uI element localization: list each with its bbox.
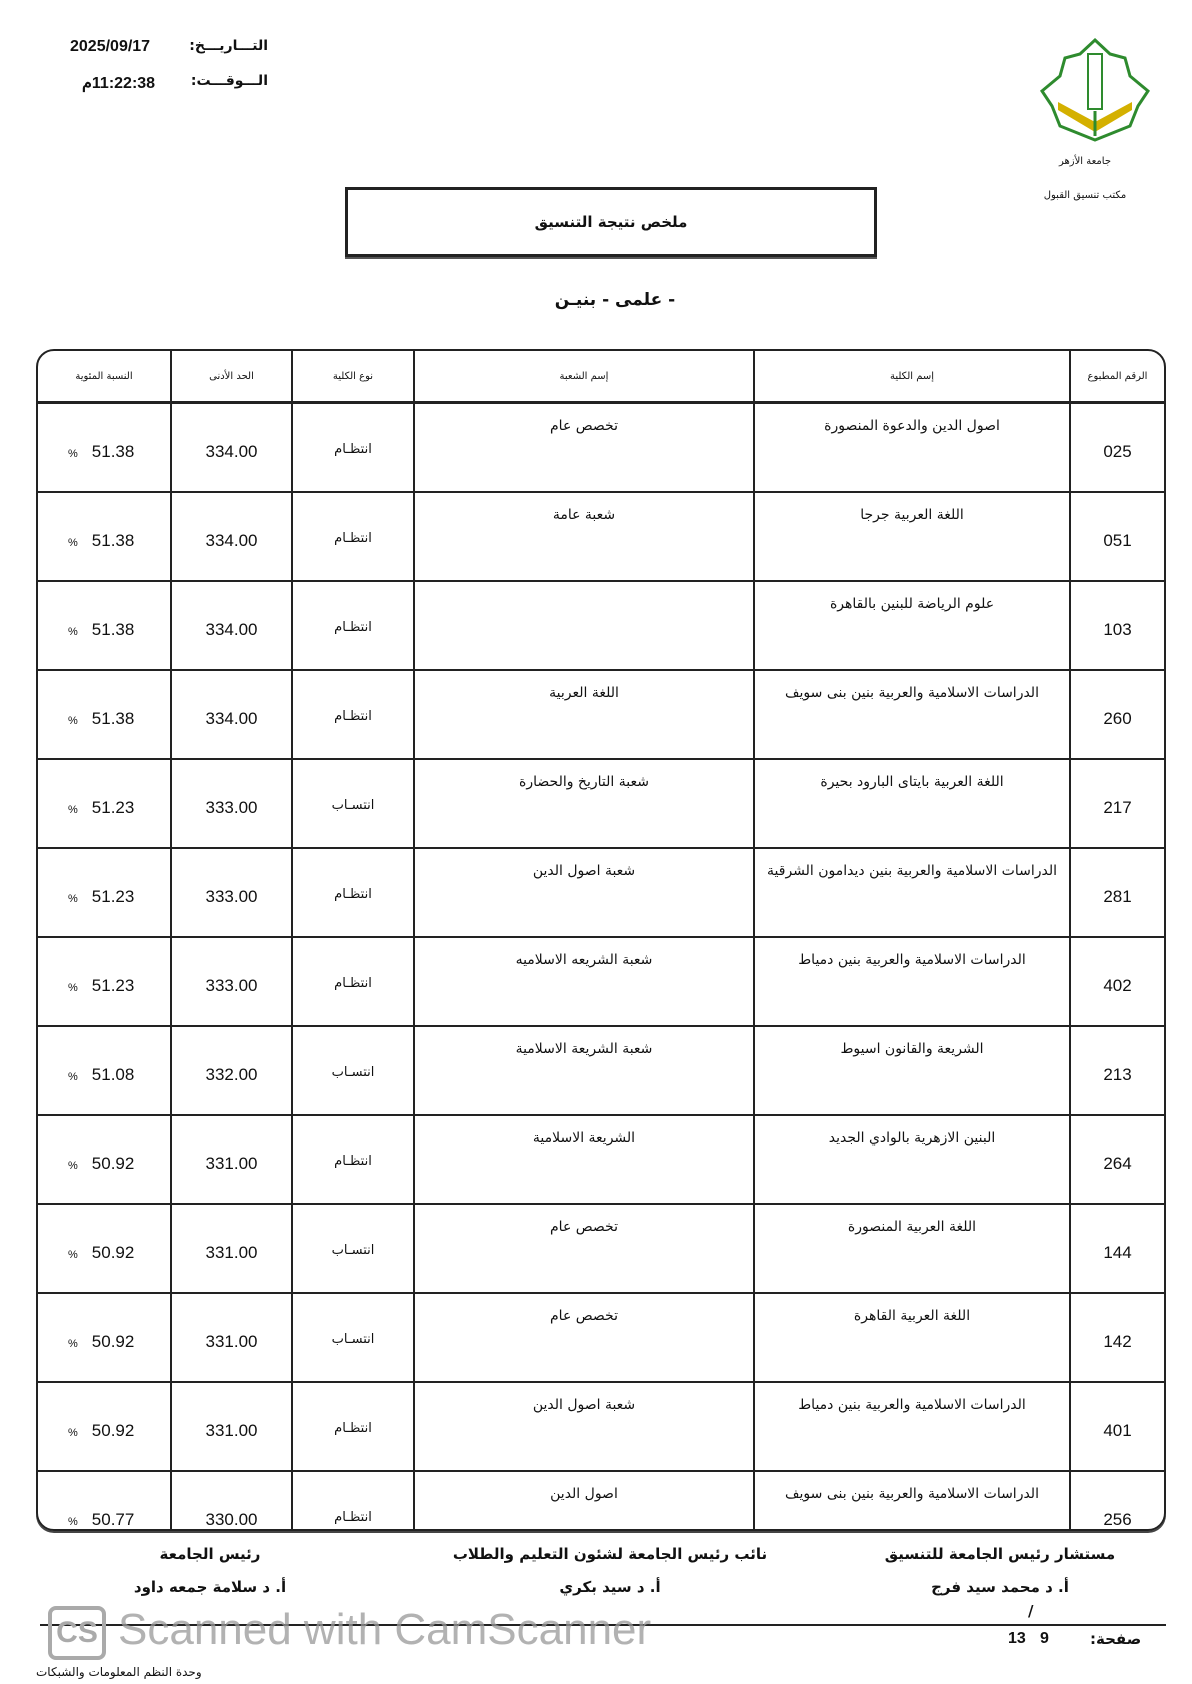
college-cell: علوم الرياضة للبنين بالقاهرة <box>754 581 1070 670</box>
min-cell: 331.00 <box>171 1382 292 1471</box>
percent-sign: % <box>68 893 78 905</box>
college-cell: الدراسات الاسلامية والعربية بنين ديدامون الشرقية <box>754 848 1070 937</box>
percent-sign: % <box>68 804 78 816</box>
type-cell: انتظـام <box>292 492 414 581</box>
table-row <box>38 1471 1164 1531</box>
page-total: 13 <box>1008 1630 1026 1647</box>
percent-cell <box>38 1293 171 1382</box>
camscanner-watermark: Scanned with CamScanner <box>118 1605 652 1654</box>
percent-value: 50.92 <box>91 1154 135 1173</box>
percent-sign: % <box>68 1427 78 1439</box>
page-number: 9 <box>1040 1630 1049 1647</box>
table-row <box>38 1382 1164 1471</box>
code-cell: 264 <box>1070 1115 1164 1204</box>
percent-cell <box>38 1382 171 1471</box>
time-value: 11:22:38م <box>82 75 156 92</box>
percent-value: 50.77 <box>91 1510 135 1529</box>
branch-cell: اللغة العربية <box>414 670 754 759</box>
percent-cell <box>38 581 171 670</box>
percent-sign: % <box>68 626 78 638</box>
min-cell: 334.00 <box>171 492 292 581</box>
results-table <box>38 351 1164 1531</box>
percent-sign: % <box>68 715 78 727</box>
signature-title-2: نائب رئيس الجامعة لشئون التعليم والطلاب <box>452 1545 768 1563</box>
code-cell: 401 <box>1070 1382 1164 1471</box>
table-row <box>38 1204 1164 1293</box>
percent-sign: % <box>68 1071 78 1083</box>
table-row <box>38 1293 1164 1382</box>
code-cell: 051 <box>1070 492 1164 581</box>
type-cell: انتظـام <box>292 670 414 759</box>
college-cell: الدراسات الاسلامية والعربية بنين دمياط <box>754 937 1070 1026</box>
percent-cell <box>38 670 171 759</box>
report-subtitle: - علمى - بنيـن <box>554 290 676 310</box>
min-cell: 331.00 <box>171 1293 292 1382</box>
branch-cell: شعبة الشريعة الاسلامية <box>414 1026 754 1115</box>
signature-title-3: رئيس الجامعة <box>159 1545 261 1563</box>
branch-cell: تخصص عام <box>414 1204 754 1293</box>
college-cell: البنين الازهرية بالوادي الجديد <box>754 1115 1070 1204</box>
type-cell: انتظـام <box>292 1471 414 1531</box>
table-row <box>38 759 1164 848</box>
percent-cell <box>38 759 171 848</box>
branch-cell: شعبة عامة <box>414 492 754 581</box>
percent-value: 51.38 <box>91 620 135 639</box>
report-title: ملخص نتيجة التنسيق <box>534 213 688 231</box>
percent-sign: % <box>68 1516 78 1528</box>
branch-cell: تخصص عام <box>414 403 754 493</box>
slash-mark: / <box>1028 1602 1034 1620</box>
min-cell: 334.00 <box>171 670 292 759</box>
camscanner-logo: CS <box>48 1606 106 1660</box>
branch-cell: الشريعة الاسلامية <box>414 1115 754 1204</box>
type-cell: انتظـام <box>292 1115 414 1204</box>
col-percent: النسبة المئوية <box>38 351 171 403</box>
signature-title-1: مستشار رئيس الجامعة للتنسيق <box>884 1545 1116 1563</box>
min-cell: 330.00 <box>171 1471 292 1531</box>
percent-cell <box>38 1115 171 1204</box>
code-cell: 256 <box>1070 1471 1164 1531</box>
table-row <box>38 581 1164 670</box>
branch-cell: اصول الدين <box>414 1471 754 1531</box>
min-cell: 333.00 <box>171 937 292 1026</box>
min-cell: 332.00 <box>171 1026 292 1115</box>
type-cell: انتظـام <box>292 937 414 1026</box>
college-cell: الدراسات الاسلامية والعربية بنين بنى سويف <box>754 1471 1070 1531</box>
type-cell: انتظـام <box>292 1382 414 1471</box>
code-cell: 103 <box>1070 581 1164 670</box>
percent-cell <box>38 1204 171 1293</box>
type-cell: انتسـاب <box>292 1293 414 1382</box>
percent-sign: % <box>68 1160 78 1172</box>
college-cell: الشريعة والقانون اسيوط <box>754 1026 1070 1115</box>
office-name: مكتب تنسيق القبول <box>1043 190 1127 201</box>
percent-sign: % <box>68 982 78 994</box>
min-cell: 334.00 <box>171 403 292 493</box>
code-cell: 217 <box>1070 759 1164 848</box>
date-value: 2025/09/17 <box>70 38 151 55</box>
percent-sign: % <box>68 1249 78 1261</box>
percent-cell <box>38 1471 171 1531</box>
branch-cell <box>414 581 754 670</box>
table-row <box>38 1026 1164 1115</box>
col-branch: إسم الشعبة <box>414 351 754 403</box>
college-cell: اللغة العربية القاهرة <box>754 1293 1070 1382</box>
min-cell: 333.00 <box>171 848 292 937</box>
percent-sign: % <box>68 1338 78 1350</box>
col-code: الرقم المطبوع <box>1070 351 1164 403</box>
university-name: جامعة الأزهر <box>1058 156 1112 167</box>
signature-name-2: أ. د سيد بكري <box>559 1578 661 1596</box>
type-cell: انتسـاب <box>292 1204 414 1293</box>
page-label: صفحة: <box>1090 1630 1142 1648</box>
code-cell: 402 <box>1070 937 1164 1026</box>
table-header-row <box>38 351 1164 403</box>
branch-cell: شعبة اصول الدين <box>414 848 754 937</box>
percent-cell <box>38 492 171 581</box>
time-label: الـــوقـــت: <box>190 73 268 89</box>
percent-value: 51.38 <box>91 709 135 728</box>
percent-value: 51.23 <box>91 887 135 906</box>
code-cell: 142 <box>1070 1293 1164 1382</box>
percent-value: 50.92 <box>91 1243 135 1262</box>
percent-cell <box>38 848 171 937</box>
table-row <box>38 670 1164 759</box>
type-cell: انتسـاب <box>292 759 414 848</box>
table-row <box>38 1115 1164 1204</box>
footer-unit: وحدة النظم المعلومات والشبكات <box>36 1665 202 1679</box>
percent-value: 51.23 <box>91 798 135 817</box>
percent-value: 50.92 <box>91 1421 135 1440</box>
table-row <box>38 492 1164 581</box>
type-cell: انتظـام <box>292 848 414 937</box>
percent-sign: % <box>68 537 78 549</box>
percent-value: 50.92 <box>91 1332 135 1351</box>
table-row <box>38 937 1164 1026</box>
min-cell: 331.00 <box>171 1204 292 1293</box>
college-cell: اللغة العربية المنصورة <box>754 1204 1070 1293</box>
results-table-frame <box>36 349 1166 1531</box>
code-cell: 144 <box>1070 1204 1164 1293</box>
type-cell: انتظـام <box>292 581 414 670</box>
code-cell: 260 <box>1070 670 1164 759</box>
type-cell: انتسـاب <box>292 1026 414 1115</box>
percent-cell <box>38 937 171 1026</box>
college-cell: الدراسات الاسلامية والعربية بنين دمياط <box>754 1382 1070 1471</box>
code-cell: 213 <box>1070 1026 1164 1115</box>
college-cell: اللغة العربية جرجا <box>754 492 1070 581</box>
signature-name-3: أ. د سلامة جمعه داود <box>133 1578 287 1596</box>
percent-sign: % <box>68 448 78 460</box>
col-min: الحد الأدنى <box>171 351 292 403</box>
signature-name-1: أ. د محمد سيد فرج <box>931 1578 1069 1596</box>
college-cell: اصول الدين والدعوة المنصورة <box>754 403 1070 493</box>
college-cell: الدراسات الاسلامية والعربية بنين بنى سويف <box>754 670 1070 759</box>
percent-value: 51.38 <box>91 442 135 461</box>
percent-cell <box>38 403 171 493</box>
table-row <box>38 848 1164 937</box>
branch-cell: شعبة الشريعه الاسلاميه <box>414 937 754 1026</box>
branch-cell: شعبة اصول الدين <box>414 1382 754 1471</box>
type-cell: انتظـام <box>292 403 414 493</box>
min-cell: 333.00 <box>171 759 292 848</box>
code-cell: 025 <box>1070 403 1164 493</box>
percent-value: 51.23 <box>91 976 135 995</box>
table-row <box>38 403 1164 493</box>
code-cell: 281 <box>1070 848 1164 937</box>
percent-value: 51.38 <box>91 531 135 550</box>
percent-cell <box>38 1026 171 1115</box>
college-cell: اللغة العربية بايتاى البارود بحيرة <box>754 759 1070 848</box>
branch-cell: شعبة التاريخ والحضارة <box>414 759 754 848</box>
col-college: إسم الكلية <box>754 351 1070 403</box>
col-type: نوع الكلية <box>292 351 414 403</box>
date-label: التـــاريـــخ: <box>189 38 268 54</box>
branch-cell: تخصص عام <box>414 1293 754 1382</box>
min-cell: 334.00 <box>171 581 292 670</box>
al-azhar-logo <box>1030 36 1160 144</box>
min-cell: 331.00 <box>171 1115 292 1204</box>
percent-value: 51.08 <box>91 1065 135 1084</box>
report-title-box <box>345 187 877 257</box>
